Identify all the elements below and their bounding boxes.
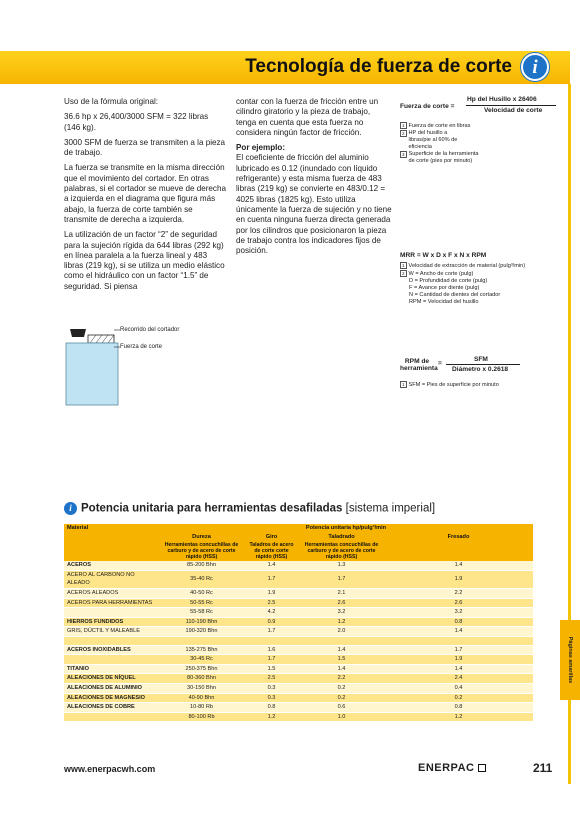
table-row <box>64 561 533 570</box>
cell-fresado: 1.4 <box>384 561 533 570</box>
cell-dureza: 190-320 Bhn <box>159 627 244 637</box>
cell-dureza: 55-58 Rc <box>159 608 244 618</box>
col-header-material: Material <box>64 524 159 533</box>
cell-giro: 2.5 <box>244 674 299 684</box>
side-tab-label: Páginas amarillas <box>567 636 573 684</box>
cell-fresado: 2.6 <box>384 598 533 608</box>
cell-dureza: 135-275 Bhn <box>159 645 244 655</box>
cell-fresado: 0.4 <box>384 683 533 693</box>
col-header: Giro <box>244 533 299 542</box>
cell-fresado: 1.4 <box>384 627 533 637</box>
cutting-force-formula <box>400 96 560 165</box>
cell-dureza: 40-90 Bhn <box>159 693 244 703</box>
formula-note: 3 Superficie de la herramienta de corte (pies por minuto) <box>402 150 479 164</box>
cell-taladrado: 2.2 <box>299 674 384 684</box>
cell-dureza: 10-80 Rb <box>159 703 244 713</box>
col-header: Fresado <box>384 533 533 542</box>
cell-giro: 2.5 <box>244 598 299 608</box>
paragraph: El coeficiente de fricción del aluminio lubricado es 0.12 (inundado con líquido refrigerante) y esta misma fuerza de 483 libras (219 kg) se convierte en 483/0.12 = 4025 libras (1825 kg). Esto utiliza únicamente la fuerza de sujeción y no tiene en cuenta ninguna fuerza directa generada por los cilindros que posicionaron la pieza de trabajo contra los indicadores fijos de posición. <box>236 153 392 256</box>
cell-material: GRIS, DÚCTIL Y MALEABLE <box>64 627 159 637</box>
table-row <box>64 617 533 627</box>
cell-material <box>64 608 159 618</box>
table-row <box>64 608 533 618</box>
cell-dureza: 80-100 Rb <box>159 712 244 722</box>
cell-dureza: 85-200 Bhn <box>159 561 244 570</box>
cell-material: ACEROS PARA HERRAMIENTAS <box>64 598 159 608</box>
table-title: i Potencia unitaria para herramientas desafiladas [sistema imperial] <box>64 502 435 515</box>
info-icon: i <box>521 53 549 81</box>
table-row <box>64 645 533 655</box>
formula-numerator: Hp del Husillo x 26406 <box>467 96 537 103</box>
example-heading: Por ejemplo: <box>236 143 286 153</box>
cell-taladrado: 1.7 <box>299 570 384 588</box>
formula-expression: MRR = W x D x F x N x RPM <box>400 252 487 259</box>
cell-taladrado <box>299 636 384 645</box>
cutter-diagram-svg <box>62 327 212 407</box>
cell-taladrado: 2.1 <box>299 588 384 598</box>
cell-taladrado: 1.5 <box>299 655 384 665</box>
cell-material: ACERO AL CARBONO NO ALEADO <box>64 570 159 588</box>
cell-taladrado: 1.3 <box>299 561 384 570</box>
cell-dureza <box>159 636 244 645</box>
power-table <box>64 524 533 722</box>
col-header-group: Potencia unitaria hp/pulg³/min <box>159 524 533 533</box>
cell-material: ALEACIONES DE ALUMINIO <box>64 683 159 693</box>
cell-taladrado: 1.0 <box>299 712 384 722</box>
cell-fresado: 3.2 <box>384 608 533 618</box>
table-row <box>64 683 533 693</box>
cell-giro: 0.9 <box>244 617 299 627</box>
table-row <box>64 627 533 637</box>
table-row <box>64 588 533 598</box>
col-note: Herramientas concuchillas de carburo y de acero de corte rápido (HSS) <box>159 541 244 561</box>
cell-fresado: 0.2 <box>384 693 533 703</box>
cell-material <box>64 712 159 722</box>
formula-note: 1 Velocidad de extracción de material (pulg³/min) <box>402 262 526 269</box>
paragraph: Uso de la fórmula original: <box>64 97 159 106</box>
formula-lhs: Fuerza de corte = <box>400 103 455 110</box>
col-note: Herramientas concuchillas de carburo y de acero de corte rápido (HSS) <box>299 541 384 561</box>
cell-material: ALEACIONES DE MAGNESIO <box>64 693 159 703</box>
cell-giro: 1.5 <box>244 664 299 674</box>
cell-giro: 1.4 <box>244 561 299 570</box>
cell-fresado: 1.9 <box>384 655 533 665</box>
cell-material: HIERROS FUNDIDOS <box>64 617 159 627</box>
formula-note: 2 HP del husillo a libras/pie al 60% de eficiencia <box>402 129 458 150</box>
cell-dureza: 40-50 Rc <box>159 588 244 598</box>
cell-taladrado: 3.2 <box>299 608 384 618</box>
table-row <box>64 693 533 703</box>
cell-taladrado: 0.2 <box>299 683 384 693</box>
cell-giro: 4.2 <box>244 608 299 618</box>
cell-material: ACEROS INOXIDABLES <box>64 645 159 655</box>
cell-giro: 1.7 <box>244 655 299 665</box>
cell-giro: 1.7 <box>244 627 299 637</box>
page-number: 211 <box>533 761 553 775</box>
cell-taladrado: 2.0 <box>299 627 384 637</box>
workpiece-body <box>66 343 118 405</box>
logo-mark-icon <box>478 764 486 772</box>
formula-note: RPM = Velocidad del husillo <box>409 298 479 305</box>
formula-note: F = Avance por diente (pulg) <box>409 284 480 291</box>
formula-note: 2 W = Ancho de corte (pulg) <box>402 270 474 277</box>
formula-lhs: RPM de herramienta <box>400 358 438 372</box>
col-header: Dureza <box>159 533 244 542</box>
cell-giro: 0.3 <box>244 693 299 703</box>
brand-logo: ENERPAC <box>418 762 486 774</box>
cell-giro <box>244 636 299 645</box>
cell-material: TITANIO <box>64 664 159 674</box>
cell-material: ACEROS <box>64 561 159 570</box>
formula-note: N = Cantidad de dientes del cortador <box>409 291 501 298</box>
table-row <box>64 570 533 588</box>
rpm-formula: RPM de herramienta = SFM Diámetro x 0.2618 1 SFM = Pies de superficie por minuto <box>400 354 560 388</box>
diagram-label: Fuerza de corte <box>120 344 163 350</box>
paragraph: 3000 SFM de fuerza se transmiten a la pieza de trabajo. <box>64 137 226 158</box>
side-tab[interactable] <box>560 620 580 700</box>
footer-url[interactable]: www.enerpacwh.com <box>64 764 156 774</box>
cell-taladrado: 0.6 <box>299 703 384 713</box>
paragraph: 36.6 hp x 26,400/3000 SFM = 322 libras (146 kg). <box>64 112 209 132</box>
fraction-bar <box>466 105 556 106</box>
cell-taladrado: 1.4 <box>299 645 384 655</box>
paragraph: La utilización de un factor “2” de seguridad para la sujeción rígida da 644 libras (292 kg) en línea paralela a la fuerza lineal y 483 libras (219 kg), si se utiliza un medio elástico como el hidráulico con un factor “1.5” de seguridad. Si piensa <box>64 230 225 291</box>
cell-dureza: 35-40 Rc <box>159 570 244 588</box>
cell-fresado: 0.8 <box>384 703 533 713</box>
cell-fresado: 2.4 <box>384 674 533 684</box>
paragraph: La fuerza se transmite en la misma dirección que el movimiento del cortador. En otras palabras, si el cortador se mueve de derecha a izquierda en el diagrama que figura más abajo, la fuerza de corte también se transmite de derecha a izquierda. <box>64 163 226 224</box>
cell-fresado: 1.2 <box>384 712 533 722</box>
table-row <box>64 598 533 608</box>
cell-dureza: 80-360 Bhn <box>159 674 244 684</box>
mrr-formula <box>400 252 560 306</box>
cell-giro: 1.2 <box>244 712 299 722</box>
cell-giro: 0.8 <box>244 703 299 713</box>
table-row <box>64 655 533 665</box>
cell-material: ACEROS ALEADOS <box>64 588 159 598</box>
cell-fresado: 0.8 <box>384 617 533 627</box>
text-column-2 <box>236 97 392 261</box>
cell-fresado: 1.9 <box>384 570 533 588</box>
cell-material <box>64 636 159 645</box>
text-column-1 <box>64 97 226 297</box>
cell-material: ALEACIONES DE NÍQUEL <box>64 674 159 684</box>
cell-taladrado: 0.2 <box>299 693 384 703</box>
cell-fresado: 2.2 <box>384 588 533 598</box>
cell-fresado: 1.4 <box>384 664 533 674</box>
table-row <box>64 674 533 684</box>
info-icon: i <box>64 502 77 515</box>
formula-denominator: Diámetro x 0.2618 <box>452 366 509 373</box>
cell-material <box>64 655 159 665</box>
cell-giro: 1.9 <box>244 588 299 598</box>
cell-giro: 1.6 <box>244 645 299 655</box>
cell-dureza: 250-375 Bhn <box>159 664 244 674</box>
cutter-diagram <box>62 327 212 412</box>
cell-taladrado: 1.4 <box>299 664 384 674</box>
cell-fresado: 1.7 <box>384 645 533 655</box>
cell-giro: 1.7 <box>244 570 299 588</box>
cell-taladrado: 2.6 <box>299 598 384 608</box>
fraction-bar <box>446 364 520 365</box>
col-header: Taladrado <box>299 533 384 542</box>
col-note: Taladros de acero de corte corte rápido (HSS) <box>244 541 299 561</box>
cell-dureza: 110-190 Bhn <box>159 617 244 627</box>
table-row <box>64 703 533 713</box>
cell-dureza: 50-55 Rc <box>159 598 244 608</box>
cell-giro: 0.3 <box>244 683 299 693</box>
formula-numerator: SFM <box>474 356 488 363</box>
table-row <box>64 636 533 645</box>
table-row <box>64 712 533 722</box>
formula-note: 1 Fuerza de corte en libras <box>402 122 471 129</box>
cell-dureza: 30-150 Bhn <box>159 683 244 693</box>
paragraph: contar con la fuerza de fricción entre un cilindro giratorio y la pieza de trabajo, tenga en cuenta que esta fuerza no considera ningún factor de fricción. <box>236 97 379 137</box>
diagram-label: Recorrido del cortador <box>120 327 180 333</box>
page-title: Tecnología de fuerza de corte <box>245 56 512 77</box>
formula-note: D = Profundidad de corte (pulg) <box>409 277 488 284</box>
table-row <box>64 664 533 674</box>
cell-material: ALEACIONES DE COBRE <box>64 703 159 713</box>
cell-fresado <box>384 636 533 645</box>
formula-note: 1 SFM = Pies de superficie por minuto <box>402 381 499 388</box>
cutter-shape <box>70 329 86 337</box>
cell-taladrado: 1.2 <box>299 617 384 627</box>
formula-denominator: Velocidad de corte <box>484 107 543 114</box>
cell-dureza: 30-45 Rc <box>159 655 244 665</box>
